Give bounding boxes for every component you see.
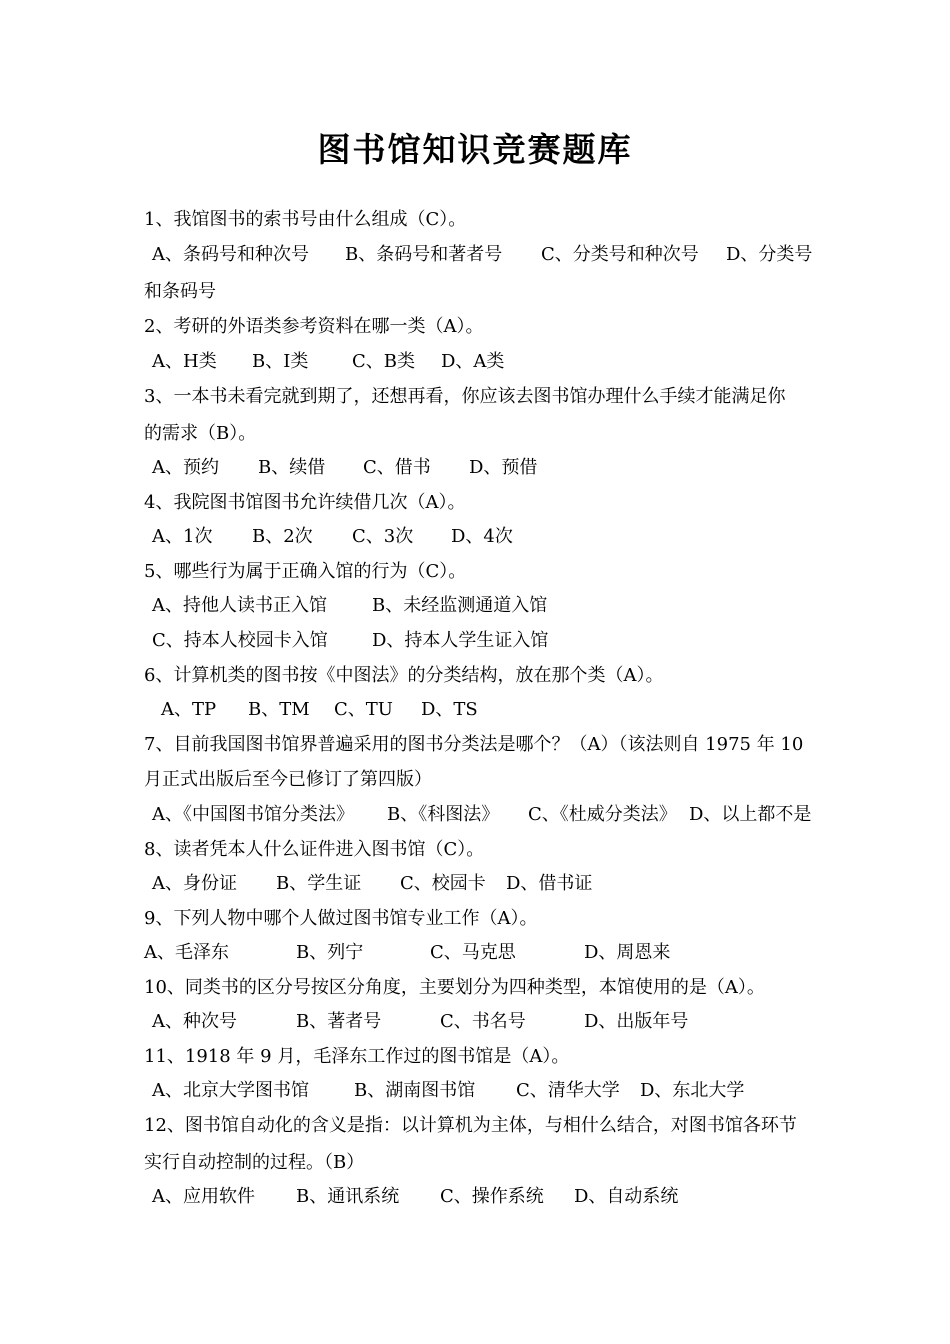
- document-title: 图书馆知识竞赛题库: [317, 130, 633, 169]
- question-4: 4、我院图书馆图书允许续借几次（A）。: [144, 492, 466, 513]
- question-7: 7、目前我国图书馆界普遍采用的图书分类法是哪个？（A）（该法则自 1975 年 10: [144, 734, 804, 755]
- option-a: A、TP: [161, 699, 217, 720]
- option-d: D、借书证: [506, 873, 593, 894]
- question-6: 6、计算机类的图书按《中图法》的分类结构，放在那个类（A）。: [144, 665, 664, 686]
- question-8: 8、读者凭本人什么证件进入图书馆（C）。: [144, 839, 485, 860]
- option-a: A、《中国图书馆分类法》: [152, 804, 354, 825]
- option-d: D、TS: [421, 699, 478, 720]
- option-a: A、应用软件: [152, 1186, 255, 1207]
- option-b: B、续借: [258, 457, 326, 478]
- question-1: 1、我馆图书的索书号由什么组成（C）。: [144, 209, 467, 230]
- option-d: D、持本人学生证入馆: [372, 630, 549, 651]
- option-d: D、分类号: [726, 244, 813, 265]
- option-b: B、学生证: [276, 873, 362, 894]
- option-b: B、《科图法》: [387, 804, 500, 825]
- option-c: C、分类号和种次号: [541, 244, 699, 265]
- question-12: 12、图书馆自动化的含义是指：以计算机为主体，与相什么结合，对图书馆各环节: [144, 1115, 797, 1136]
- option-a: A、1次: [152, 526, 213, 547]
- question-11: 11、1918 年 9 月，毛泽东工作过的图书馆是（A）。: [144, 1046, 570, 1067]
- option-b: B、通讯系统: [296, 1186, 400, 1207]
- option-d: D、周恩来: [584, 942, 671, 963]
- option-d: D、自动系统: [574, 1186, 679, 1207]
- option-b: B、列宁: [296, 942, 364, 963]
- option-d: D、4次: [451, 526, 513, 547]
- option-c: C、马克思: [430, 942, 516, 963]
- option-d: D、出版年号: [584, 1011, 689, 1032]
- option-b: B、TM: [248, 699, 310, 720]
- option-a: A、种次号: [152, 1011, 237, 1032]
- question-9: 9、下列人物中哪个人做过图书馆专业工作（A）。: [144, 908, 538, 929]
- option-a: A、预约: [152, 457, 219, 478]
- option-c: C、操作系统: [440, 1186, 544, 1207]
- question-12-cont: 实行自动控制的过程。（B）: [144, 1152, 365, 1173]
- question-3: 3、一本书未看完就到期了，还想再看，你应该去图书馆办理什么手续才能满足你: [144, 386, 786, 407]
- question-2: 2、考研的外语类参考资料在哪一类（A）。: [144, 316, 484, 337]
- option-c: C、3次: [352, 526, 414, 547]
- option-c: C、TU: [334, 699, 393, 720]
- question-5: 5、哪些行为属于正确入馆的行为（C）。: [144, 561, 467, 582]
- option-c: C、清华大学: [516, 1080, 620, 1101]
- option-a: A、身份证: [152, 873, 237, 894]
- option-a: A、持他人读书正入馆: [152, 595, 327, 616]
- question-10: 10、同类书的区分号按区分角度，主要划分为四种类型，本馆使用的是（A）。: [144, 977, 765, 998]
- option-c: C、校园卡: [400, 873, 486, 894]
- option-c: C、书名号: [440, 1011, 526, 1032]
- option-a: A、H类: [152, 351, 217, 372]
- option-d: D、以上都不是: [689, 804, 812, 825]
- option-c: C、B类: [352, 351, 415, 372]
- question-1-option-d-cont: 和条码号: [144, 281, 216, 302]
- option-c: C、《杜威分类法》: [528, 804, 677, 825]
- option-c: C、借书: [363, 457, 431, 478]
- option-b: B、湖南图书馆: [354, 1080, 476, 1101]
- option-d: D、东北大学: [640, 1080, 745, 1101]
- question-3-cont: 的需求（B）。: [144, 423, 257, 444]
- option-b: B、I类: [252, 351, 309, 372]
- option-a: A、条码号和种次号: [152, 244, 309, 265]
- option-a: A、北京大学图书馆: [152, 1080, 309, 1101]
- option-d: D、A类: [441, 351, 505, 372]
- question-7-cont: 月正式出版后至今已修订了第四版）: [144, 769, 432, 790]
- option-b: B、2次: [252, 526, 313, 547]
- option-d: D、预借: [469, 457, 538, 478]
- option-a: A、毛泽东: [144, 942, 229, 963]
- option-c: C、持本人校园卡入馆: [152, 630, 328, 651]
- option-b: B、未经监测通道入馆: [372, 595, 548, 616]
- option-b: B、条码号和著者号: [345, 244, 503, 265]
- option-b: B、著者号: [296, 1011, 382, 1032]
